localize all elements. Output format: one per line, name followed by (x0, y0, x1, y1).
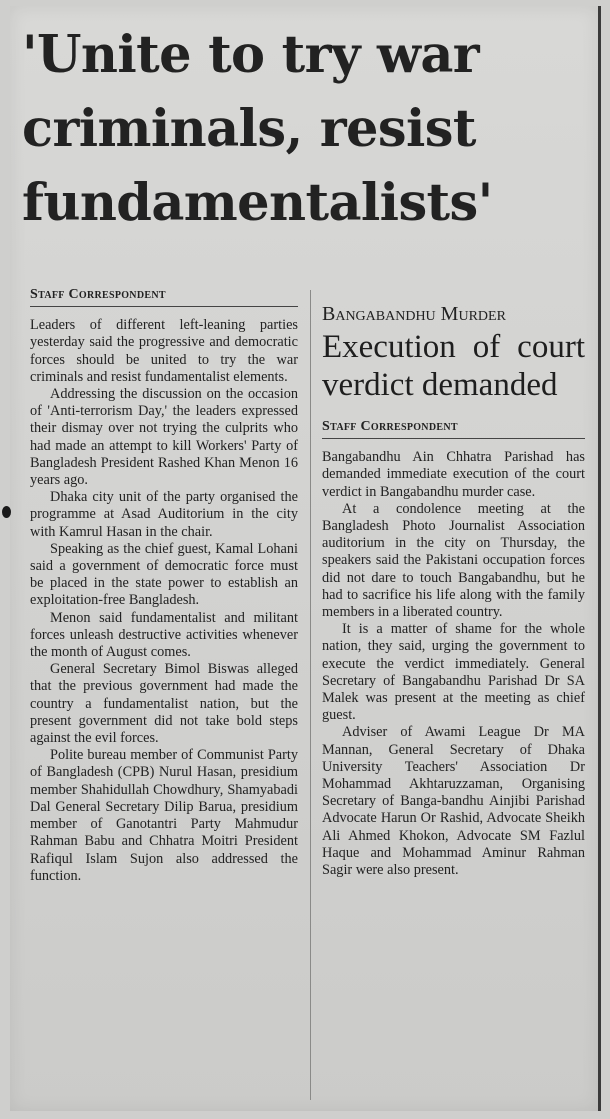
main-paragraph-7: Polite bureau member of Communist Party of Bangladesh (CPB) Nurul Hasan, presidium member Shahidullah Chowdhury, Shamyabadi Dal General Secretary Dilip Barua, presidium member of Ganotantri Party Mahmudur Rahman Babu and Chhatra Moitri President Rafiqul Islam Sujon also addressed the function. (30, 747, 298, 884)
main-paragraph-2: Addressing the discussion on the occasion of 'Anti-terrorism Day,' the leaders expressed their dismay over not trying the culprits who had made an attempt to kill Workers' Party of Bangladesh President Rashed Khan Menon 16 years ago. (30, 386, 298, 489)
main-headline: 'Unite to try war criminals, resist fundamentalists' (22, 25, 493, 233)
second-paragraph-4: Adviser of Awami League Dr MA Mannan, General Secretary of Dhaka University Teachers' Association Dr Mohammad Akhtaruzzaman, Organising Secretary of Banga-bandhu Ainjibi Parishad Advocate Harun Or Rashid, Advocate Sheikh Ali Ahmed Khokon, Advocate SM Fazlul Haque and Mohammad Aminur Rahman Sagir were also present. (322, 724, 585, 879)
second-paragraph-3: It is a matter of shame for the whole nation, they said, urging the government to execute the verdict immediately. General Secretary of Bangabandhu Parishad Dr SA Malek was present at the meeting as chief guest. (322, 621, 585, 724)
main-paragraph-4: Speaking as the chief guest, Kamal Lohani said a government of democratic force must be placed in the state power to establish an exploitation-free Bangladesh. (30, 540, 298, 609)
second-kicker: Bangabandhu Murder (322, 303, 506, 325)
main-paragraph-5: Menon said fundamentalist and militant forces unleash destructive activities whenever the month of August comes. (30, 609, 298, 661)
second-byline: Staff Correspondent (322, 418, 585, 439)
main-paragraph-3: Dhaka city unit of the party organised the programme at Asad Auditorium in the city with Kamrul Hasan in the chair. (30, 489, 298, 540)
main-byline: Staff Correspondent (30, 286, 298, 307)
main-paragraph-1: Leaders of different left-leaning parties yesterday said the progressive and democratic forces should be united to try the war criminals and resist fundamentalist elements. (30, 317, 298, 385)
second-headline: Execution of court verdict demanded (322, 329, 585, 403)
main-article-column (30, 286, 298, 885)
main-paragraph-6: General Secretary Bimol Biswas alleged that the previous government had made the country a fundamentalist nation, but the present government did not take bold steps against the evil forces. (30, 661, 298, 747)
punch-hole-mark (2, 506, 11, 518)
second-paragraph-1: Bangabandhu Ain Chhatra Parishad has demanded immediate execution of the court verdict in Bangabandhu murder case. (322, 449, 585, 500)
second-paragraph-2: At a condolence meeting at the Bangladesh Photo Journalist Association auditorium in the city on Thursday, the speakers said the Pakistani occupation forces did not dare to touch Bangabandhu, but he had to sacrifice his life along with the family members in a liberated country. (322, 500, 585, 621)
column-divider (310, 290, 311, 1100)
second-article-column (322, 286, 585, 879)
